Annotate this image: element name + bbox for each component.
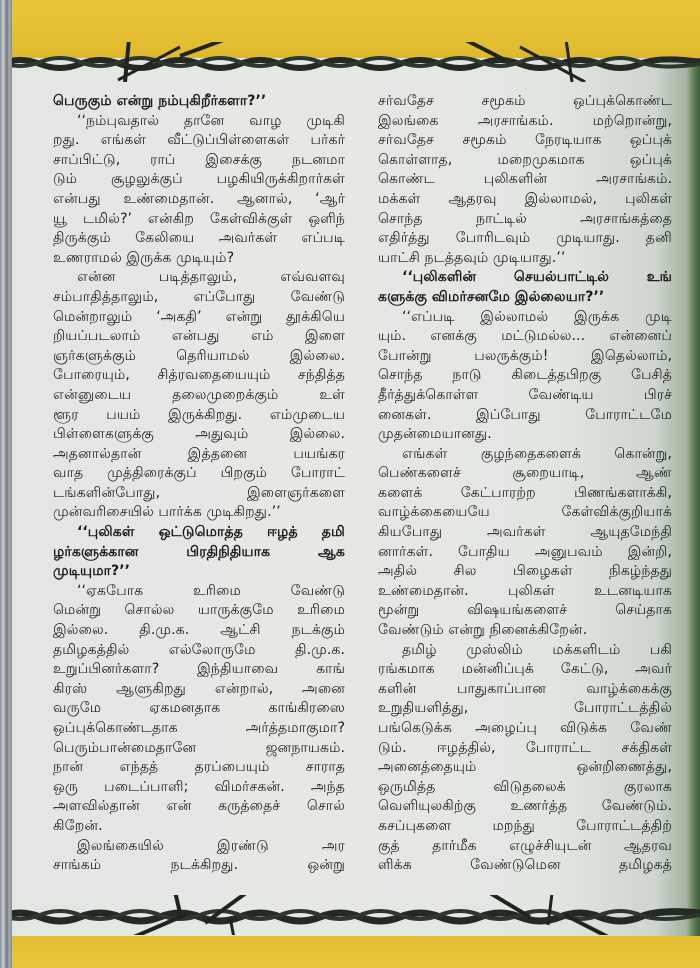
text-line: ஒப்புக்கொண்டதாக அர்த்தமாகுமா?	[53, 720, 345, 736]
text-line: அளவில்தான் என் கருத்தைச் சொல்	[53, 798, 345, 815]
text-line: உணராமல் இருக்க முடியும்?	[53, 249, 235, 266]
text-line: கொள்ளாத, மறைமுகமாக ஒப்புக்	[378, 151, 672, 168]
text-line: ‘‘நம்புவதால் தானே வாழ முடிகி	[77, 112, 345, 129]
text-line: ‘‘எப்படி இல்லாமல் இருக்க முடி	[402, 308, 672, 325]
text-line: திருக்கும் கேலியை அவர்கள் எப்படி	[53, 230, 345, 247]
barbed-wire-top-icon	[0, 42, 700, 82]
text-line: சாப்பிட்டு, ராப் இசைக்கு நடனமா	[53, 151, 345, 168]
text-line: ஒருமித்த விடுதலைக் குரலாக	[378, 778, 672, 795]
text-line: கியபோது அவர்கள் ஆயுதமேந்தி	[378, 524, 672, 541]
text-line: உறுதியளித்து, போராட்டத்தில்	[378, 700, 672, 717]
text-line: என்ன படித்தாலும், எவ்வளவு	[77, 269, 345, 286]
right-column	[378, 92, 672, 876]
text-line: சம்பாதித்தாலும், எப்போது வேண்டு	[53, 288, 345, 305]
text-line: களைக் கேட்பாரற்ற பிணங்களாக்கி,	[378, 484, 672, 501]
question-line: பெருகும் என்று நம்புகிறீர்களா?’’	[53, 93, 267, 109]
question-line: களுக்கு விமர்சனமே இல்லையா?’’	[378, 288, 605, 305]
text-line: மூன்று விஷயங்களைச் செய்தாக	[378, 602, 672, 619]
text-line: கசப்புகளை மறந்து போராட்டத்திற்	[378, 817, 672, 834]
text-line: ஒரு படைப்பாளி; விமர்சகன். அந்த	[53, 778, 345, 795]
text-line: சொந்த நாட்டில் அரசாங்கத்தை	[378, 210, 672, 227]
barbed-wire-bottom-icon	[0, 895, 700, 935]
text-line: றியப்படலாம் என்பது எம் இளை	[53, 328, 345, 345]
text-line: வாழ்க்கையையே கேள்விக்குறியாக்	[378, 504, 672, 521]
text-line: தீர்த்துக்கொள்ள வேண்டிய பிரச்	[378, 386, 672, 403]
text-line: சர்வதேச சமூகம் நேரடியாக ஒப்புக்	[378, 132, 672, 149]
text-line: எதிர்த்து போரிடவும் முடியாது. தனி	[378, 230, 672, 247]
magazine-spine	[0, 0, 12, 968]
text-line: போரையும், சித்ரவதையையும் சந்தித்த	[53, 367, 345, 384]
text-line: குத் தார்மீக எழுச்சியுடன் ஆதரவ	[378, 837, 672, 854]
question-line: ழர்களுக்கான பிரதிநிதியாக ஆக	[53, 543, 345, 560]
text-line: பிள்ளைகளுக்கு அதுவும் இல்லை.	[53, 426, 345, 443]
text-line: போன்று பலருக்கும்! இதெல்லாம்,	[378, 347, 672, 364]
text-line: களின் பாதுகாப்பான வாழ்க்கைக்கு	[378, 680, 672, 697]
text-line: ‘‘ஏகபோக உரிமை வேண்டு	[77, 582, 345, 599]
text-line: கொண்ட புலிகளின் அரசாங்கம்.	[378, 171, 672, 188]
text-line: முதன்மையானது.	[378, 426, 492, 443]
text-line: மென்று சொல்ல யாருக்குமே உரிமை	[53, 602, 345, 619]
text-line: தமிழ் முஸ்லிம் மக்களிடம் பகி	[402, 641, 672, 658]
text-line: னார்கள். போதிய அனுபவம் இன்றி,	[378, 543, 672, 560]
text-line: அனைத்தையும் ஒன்றிணைத்து,	[378, 759, 672, 776]
text-line: மக்கள் ஆதரவு இல்லாமல், புலிகள்	[378, 190, 672, 207]
text-line: வெளியுலகிற்கு உணர்த்த வேண்டும்.	[378, 798, 672, 815]
text-line: இல்லை. தி.மு.க. ஆட்சி நடக்கும்	[53, 622, 345, 639]
text-line: வேண்டும் என்று நினைக்கிறேன்.	[378, 622, 588, 639]
text-line: சாங்கம் நடக்கிறது. ஒன்று	[53, 857, 345, 874]
text-line: வருமே ஏகமனதாக காங்கிரஸை	[53, 700, 345, 717]
text-line: இலங்கை அரசாங்கம். மற்றொன்று,	[378, 112, 672, 129]
text-line: என்னுடைய தலைமுறைக்கும் உள்	[53, 386, 345, 403]
text-line: டும் சூழலுக்குப் பழகியிருக்கிறார்கள்	[53, 171, 345, 188]
text-line: ஞர்களுக்கும் தெரியாமல் இல்லை.	[53, 347, 345, 364]
text-line: ளூர பயம் இருக்கிறது. எம்முடைய	[53, 406, 345, 423]
text-line: பெரும்பான்மைதானே ஜனநாயகம்.	[53, 739, 345, 756]
text-line: டும். ஈழத்தில், போராட்ட சக்திகள்	[378, 739, 672, 756]
text-line: பெண்களைச் சூறையாடி, ஆண்	[378, 465, 672, 482]
text-line: எங்கள் குழந்தைகளைக் கொன்று,	[402, 445, 672, 462]
question-line: முடியுமா?’’	[53, 563, 131, 580]
text-line: தமிழகத்தில் எல்லோருமே தி.மு.க.	[53, 641, 345, 658]
text-line: வாத முத்திரைக்குப் பிறகும் போராட்	[53, 465, 345, 482]
text-line: சர்வதேச சமூகம் ஒப்புக்கொண்ட	[378, 93, 672, 109]
text-line: டங்களின்போது, இளைஞர்களை	[53, 484, 345, 501]
text-line: னைகள். இப்போது போராட்டமே	[378, 406, 672, 423]
text-line: உண்மைதான். புலிகள் உடனடியாக	[378, 582, 672, 599]
text-line: உறுப்பினர்களா? இந்தியாவை காங்	[53, 661, 345, 678]
text-line: இலங்கையில் இரண்டு அர	[77, 837, 345, 854]
text-line: றது. எங்கள் வீட்டுப்பிள்ளைகள் பர்கர்	[53, 132, 345, 149]
text-line: அதில் சில பிழைகள் நிகழ்ந்தது	[378, 563, 672, 580]
text-line: ரங்கமாக மன்னிப்புக் கேட்டு, அவர்	[378, 661, 672, 678]
text-line: கிறேன்.	[53, 817, 103, 834]
text-line: முன்வரிசையில் பார்க்க முடிகிறது.’’	[53, 504, 281, 521]
text-line: மென்றாலும் ‘அகதி’ என்று தூக்கியெ	[53, 308, 345, 325]
text-line: ளிக்க வேண்டுமென தமிழகத்	[378, 857, 672, 874]
text-line: நான் எந்தத் தரப்பையும் சாராத	[53, 759, 345, 776]
question-line: ‘‘புலிகளின் செயல்பாட்டில் உங்	[402, 269, 672, 286]
text-line: யூ டமில்?’ என்கிற கேள்விக்குள் ஒளிந்	[53, 210, 345, 227]
text-line: யும். எனக்கு மட்டுமல்ல... என்னைப்	[378, 328, 672, 345]
text-line: யாட்சி நடத்தவும் முடியாது.’’	[378, 249, 566, 266]
text-line: கிரஸ் ஆளுகிறது என்றால், அனை	[53, 680, 345, 697]
left-column	[53, 92, 345, 876]
text-line: சொந்த நாடு கிடைத்தபிறகு பேசித்	[378, 367, 672, 384]
question-line: ‘‘புலிகள் ஒட்டுமொத்த ஈழத் தமி	[77, 524, 345, 541]
text-line: அதனால்தான் இத்தனை பயங்கர	[53, 445, 345, 462]
text-line: என்பது உண்மைதான். ஆனால், ‘ஆர்	[53, 190, 345, 207]
text-line: பங்கெடுக்க அழைப்பு விடுக்க வேண்	[378, 720, 672, 736]
page-curl-edge	[686, 58, 700, 936]
